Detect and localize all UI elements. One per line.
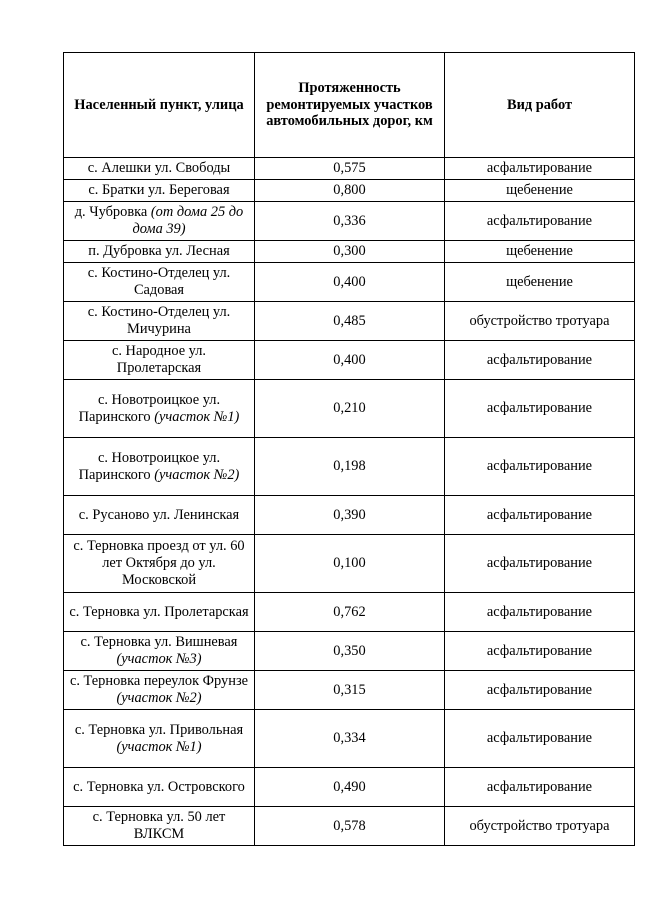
table-header bbox=[64, 53, 635, 158]
cell-work-type: асфальтирование bbox=[445, 535, 635, 593]
cell-place bbox=[64, 341, 255, 380]
table-row bbox=[64, 535, 635, 593]
cell-length: 0,390 bbox=[255, 496, 445, 535]
road-repair-table bbox=[63, 52, 635, 846]
cell-work-type: асфальтирование bbox=[445, 496, 635, 535]
cell-place bbox=[64, 158, 255, 180]
cell-place bbox=[64, 671, 255, 710]
cell-work-type: асфальтирование bbox=[445, 632, 635, 671]
cell-work-type: обустройство тротуара bbox=[445, 807, 635, 846]
header-row bbox=[64, 53, 635, 158]
table-row bbox=[64, 438, 635, 496]
table-row bbox=[64, 593, 635, 632]
table-row bbox=[64, 632, 635, 671]
place-note-italic: (участок №3) bbox=[116, 651, 202, 667]
table-row bbox=[64, 158, 635, 180]
table-row bbox=[64, 768, 635, 807]
cell-work-type: асфальтирование bbox=[445, 710, 635, 768]
place-name-text: с. Костино-Отделец ул. Садовая bbox=[87, 265, 231, 298]
cell-place bbox=[64, 535, 255, 593]
cell-place bbox=[64, 263, 255, 302]
column-header-length: Протяженность ремонтируемых участков автомобильных дорог, км bbox=[255, 53, 445, 158]
cell-place bbox=[64, 241, 255, 263]
cell-work-type: асфальтирование bbox=[445, 158, 635, 180]
cell-length: 0,490 bbox=[255, 768, 445, 807]
cell-length: 0,100 bbox=[255, 535, 445, 593]
place-name-text: с. Терновка ул. Вишневая bbox=[80, 634, 238, 651]
cell-length: 0,315 bbox=[255, 671, 445, 710]
place-name-text: с. Терновка ул. 50 лет ВЛКСМ bbox=[92, 809, 226, 842]
table-row bbox=[64, 341, 635, 380]
table-row bbox=[64, 380, 635, 438]
cell-place bbox=[64, 807, 255, 846]
place-note-italic: (от дома 25 до дома 39) bbox=[132, 204, 244, 237]
cell-place bbox=[64, 302, 255, 341]
place-note-italic: (участок №1) bbox=[116, 738, 202, 755]
place-name-text: с. Терновка переулок Фрунзе bbox=[69, 673, 249, 690]
cell-work-type: асфальтирование bbox=[445, 438, 635, 496]
place-name-text: с. Терновка проезд от ул. 60 лет Октября до ул. Московской bbox=[73, 538, 245, 588]
table-row bbox=[64, 202, 635, 241]
place-name-text: с. Терновка ул. Пролетарская bbox=[69, 603, 249, 620]
place-note-italic: (участок №1) bbox=[154, 408, 240, 425]
cell-length: 0,575 bbox=[255, 158, 445, 180]
cell-length: 0,334 bbox=[255, 710, 445, 768]
cell-length: 0,485 bbox=[255, 302, 445, 341]
cell-length: 0,198 bbox=[255, 438, 445, 496]
table-row bbox=[64, 710, 635, 768]
cell-place bbox=[64, 710, 255, 768]
cell-work-type: асфальтирование bbox=[445, 341, 635, 380]
place-name-text: с. Братки ул. Береговая bbox=[88, 182, 230, 199]
cell-work-type: асфальтирование bbox=[445, 593, 635, 632]
place-name-text: с. Русаново ул. Ленинская bbox=[78, 506, 240, 523]
place-name-text: с. Народное ул. Пролетарская bbox=[111, 343, 207, 376]
cell-place bbox=[64, 768, 255, 807]
table-row bbox=[64, 671, 635, 710]
column-header-place: Населенный пункт, улица bbox=[64, 53, 255, 158]
cell-work-type: щебенение bbox=[445, 241, 635, 263]
cell-length: 0,336 bbox=[255, 202, 445, 241]
table-body bbox=[64, 158, 635, 846]
cell-length: 0,400 bbox=[255, 263, 445, 302]
cell-length: 0,350 bbox=[255, 632, 445, 671]
place-name-text: с. Новотроицкое ул. Паринского bbox=[78, 391, 221, 425]
place-name-text: с. Терновка ул. Островского bbox=[73, 778, 245, 795]
place-name-text: д. Чубровка bbox=[74, 204, 151, 221]
cell-place bbox=[64, 632, 255, 671]
table-row bbox=[64, 807, 635, 846]
cell-place bbox=[64, 438, 255, 496]
cell-length: 0,300 bbox=[255, 241, 445, 263]
cell-work-type: асфальтирование bbox=[445, 380, 635, 438]
place-note-italic: (участок №2) bbox=[116, 690, 202, 706]
cell-place bbox=[64, 202, 255, 241]
cell-work-type: асфальтирование bbox=[445, 671, 635, 710]
cell-place bbox=[64, 180, 255, 202]
cell-work-type: асфальтирование bbox=[445, 768, 635, 807]
roads-table-container bbox=[63, 52, 634, 846]
cell-place bbox=[64, 593, 255, 632]
table-row bbox=[64, 241, 635, 263]
cell-length: 0,762 bbox=[255, 593, 445, 632]
cell-work-type: щебенение bbox=[445, 180, 635, 202]
table-row bbox=[64, 302, 635, 341]
cell-length: 0,400 bbox=[255, 341, 445, 380]
place-name-text: п. Дубровка ул. Лесная bbox=[88, 243, 230, 260]
place-name-text: с. Костино-Отделец ул. Мичурина bbox=[87, 304, 231, 337]
cell-work-type: асфальтирование bbox=[445, 202, 635, 241]
place-name-text: с. Терновка ул. Привольная bbox=[74, 721, 244, 738]
cell-place bbox=[64, 380, 255, 438]
cell-work-type: щебенение bbox=[445, 263, 635, 302]
cell-length: 0,210 bbox=[255, 380, 445, 438]
place-name-text: с. Новотроицкое ул. Паринского bbox=[78, 449, 221, 483]
column-header-work: Вид работ bbox=[445, 53, 635, 158]
cell-place bbox=[64, 496, 255, 535]
cell-work-type: обустройство тротуара bbox=[445, 302, 635, 341]
table-row bbox=[64, 180, 635, 202]
table-row bbox=[64, 263, 635, 302]
table-row bbox=[64, 496, 635, 535]
cell-length: 0,800 bbox=[255, 180, 445, 202]
place-name-text: с. Алешки ул. Свободы bbox=[87, 160, 231, 177]
place-note-italic: (участок №2) bbox=[154, 466, 240, 483]
cell-length: 0,578 bbox=[255, 807, 445, 846]
